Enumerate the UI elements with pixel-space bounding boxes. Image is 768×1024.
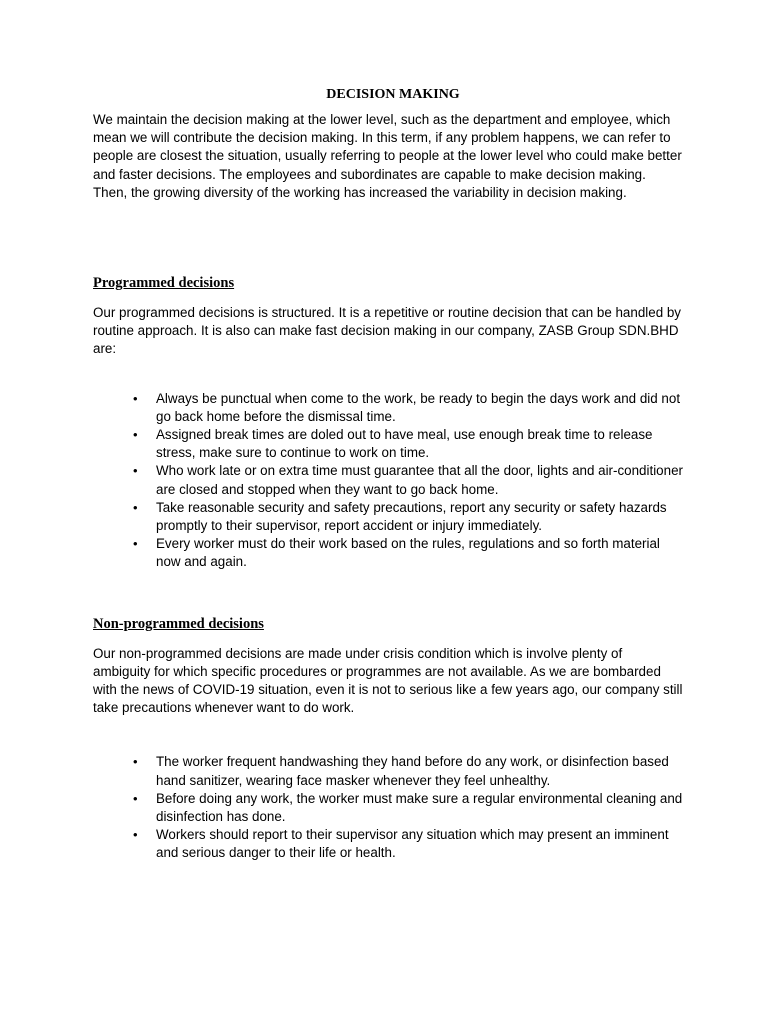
section-heading-programmed: Programmed decisions — [93, 275, 235, 292]
list-item-text: Workers should report to their supervisor any situation which may present an imminent and serious danger to their life or health. — [156, 827, 669, 861]
list-item — [133, 826, 683, 862]
bullet-icon: • — [133, 499, 138, 515]
section-paragraph-programmed: Our programmed decisions is structured. It is a repetitive or routine decision that can be handled by routine approach. It is also can make fast decision making in our company, ZASB Group SDN.BHD are: — [93, 305, 682, 357]
bullet-icon: • — [133, 536, 138, 552]
document-page — [93, 86, 683, 863]
intro-paragraph: We maintain the decision making at the lower level, such as the department and employee, which mean we will contribute the decision making. In this term, if any problem happens, we can refer to people are closest the situation, usually referring to people at the lower level who could make better and faster decisions. The employees and subordinates are capable to make decision making. Then, the growing diversity of the working has increased the variability in decision making. — [93, 112, 682, 200]
bullet-icon: • — [133, 390, 138, 406]
list-item — [133, 499, 683, 535]
bullet-icon: • — [133, 754, 138, 770]
list-item-text: Who work late or on extra time must guarantee that all the door, lights and air-conditioner are closed and stopped when they want to go back home. — [156, 463, 683, 497]
bullet-list-programmed — [93, 390, 683, 572]
section-heading-non-programmed: Non-programmed decisions — [93, 615, 264, 632]
list-item — [133, 535, 683, 571]
list-item-text: The worker frequent handwashing they hand before do any work, or disinfection based hand sanitizer, wearing face masker whenever they feel unhealthy. — [156, 754, 669, 788]
section-paragraph-non-programmed: Our non-programmed decisions are made under crisis condition which is involve plenty of ambiguity for which specific procedures or programmes are not available. As we are bombarded with the news of COVID-19 situation, even it is not to serious like a few years ago, our company still take precautions whenever want to do work. — [93, 645, 683, 716]
list-item-text: Always be punctual when come to the work, be ready to begin the days work and did not go back home before the dismissal time. — [156, 390, 681, 424]
bullet-icon: • — [133, 790, 138, 806]
document-title: DECISION MAKING — [326, 87, 460, 102]
list-item — [133, 426, 683, 462]
list-item — [133, 753, 683, 789]
list-item — [133, 462, 683, 498]
bullet-icon: • — [133, 827, 138, 843]
list-item — [133, 790, 683, 826]
list-item-text: Before doing any work, the worker must make sure a regular environmental cleaning and disinfection has done. — [156, 790, 683, 825]
bullet-list-non-programmed — [93, 753, 683, 862]
list-item-text: Take reasonable security and safety precautions, report any security or safety hazards promptly to their supervisor, report accident or injury immediately. — [156, 499, 667, 534]
bullet-icon: • — [133, 463, 138, 479]
bullet-icon: • — [133, 427, 138, 443]
list-item-text: Every worker must do their work based on the rules, regulations and so forth material now and again. — [156, 536, 660, 570]
list-item — [133, 390, 683, 426]
list-item-text: Assigned break times are doled out to have meal, use enough break time to release stress, make sure to continue to work on time. — [156, 427, 653, 461]
